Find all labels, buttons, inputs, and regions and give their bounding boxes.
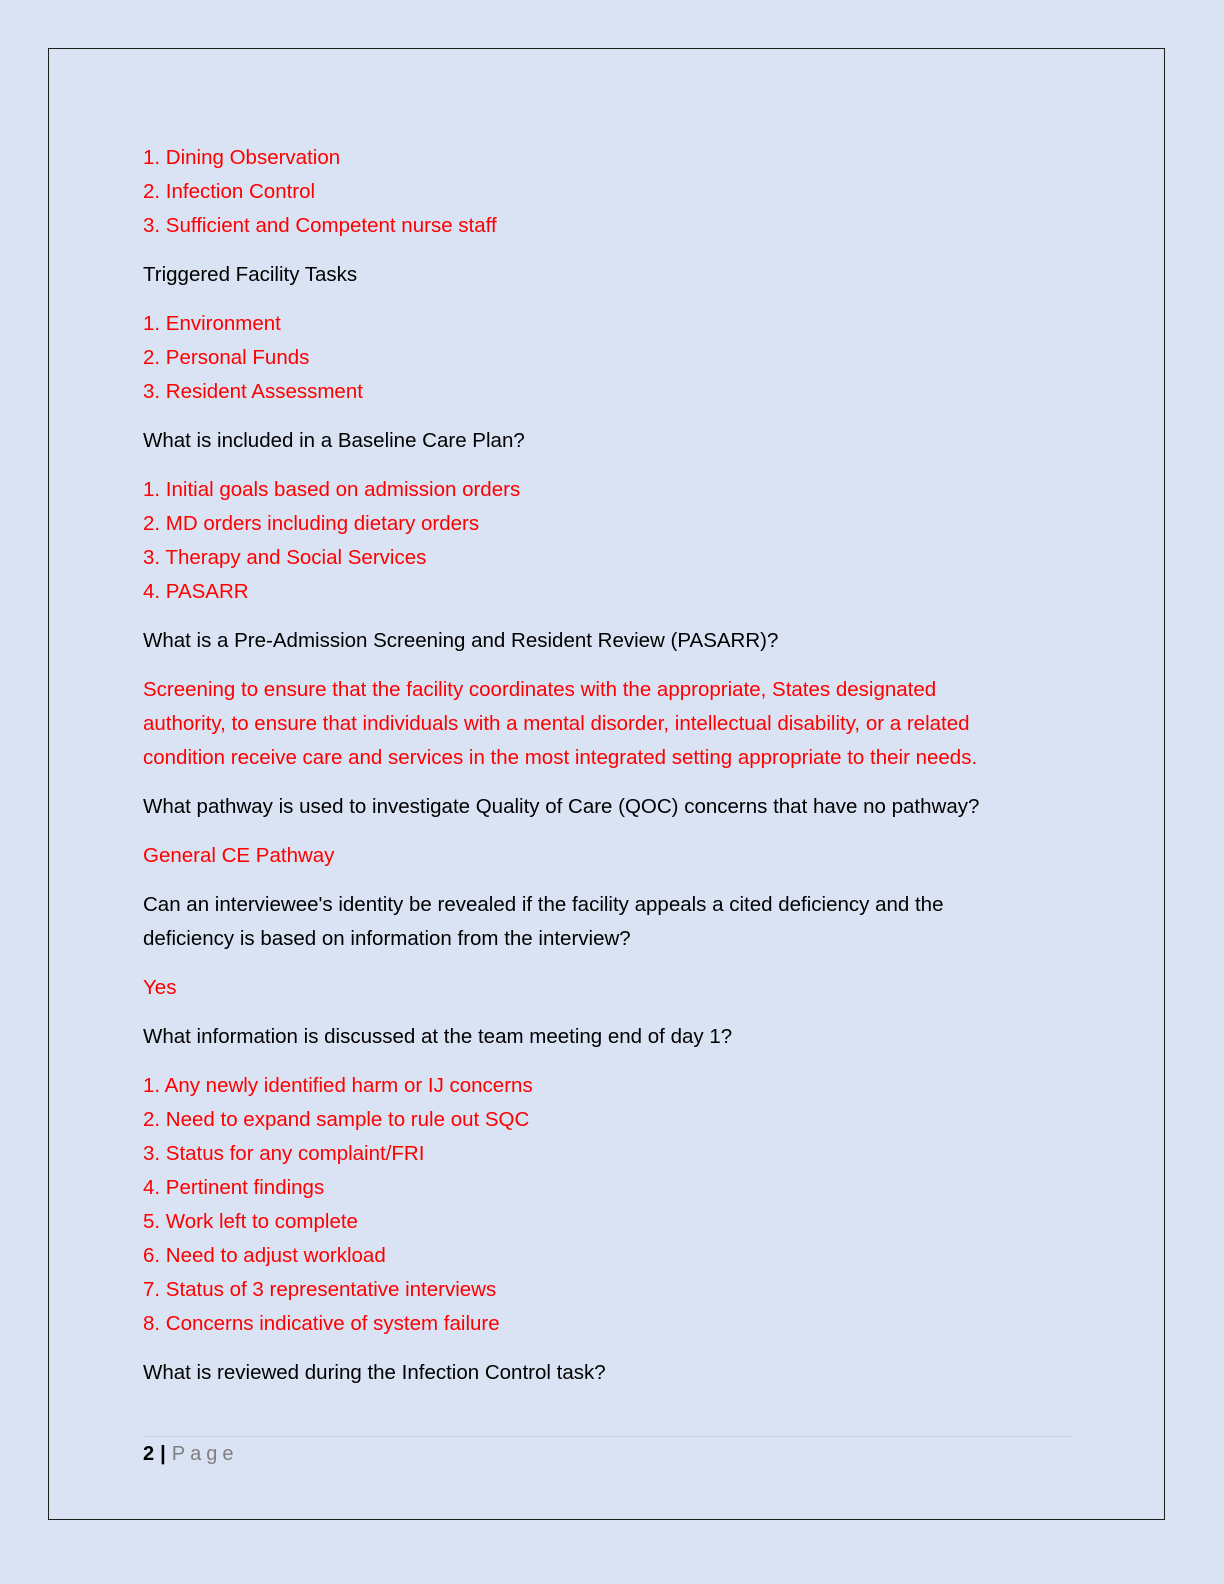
list-item: 2. Need to expand sample to rule out SQC bbox=[143, 1108, 530, 1131]
list-item: 3. Resident Assessment bbox=[143, 380, 363, 403]
list-item: 1. Initial goals based on admission orders bbox=[143, 478, 521, 501]
question-text: What is reviewed during the Infection Control task? bbox=[143, 1361, 606, 1384]
question-text: What is included in a Baseline Care Plan? bbox=[143, 429, 525, 452]
block-spacer bbox=[143, 1054, 1063, 1069]
question-block bbox=[143, 424, 1063, 458]
question-text: What is a Pre-Admission Screening and Resident Review (PASARR)? bbox=[143, 629, 779, 652]
block-spacer bbox=[143, 824, 1063, 839]
answer-text: General CE Pathway bbox=[143, 844, 335, 867]
list-item: 2. Infection Control bbox=[143, 180, 316, 203]
answer-line: condition receive care and services in the most integrated setting appropriate to their needs. bbox=[143, 746, 978, 769]
block-spacer bbox=[143, 873, 1063, 888]
footer-page-label: Page bbox=[171, 1443, 239, 1465]
answer-text: Yes bbox=[143, 976, 177, 999]
block-spacer bbox=[143, 775, 1063, 790]
question-block bbox=[143, 624, 1063, 658]
list-item: 6. Need to adjust workload bbox=[143, 1244, 386, 1267]
answer-block bbox=[143, 307, 1063, 409]
list-item: 1. Environment bbox=[143, 312, 281, 335]
question-block bbox=[143, 258, 1063, 292]
document-body bbox=[143, 141, 1063, 1390]
list-item: 5. Work left to complete bbox=[143, 1210, 358, 1233]
question-block bbox=[143, 790, 1063, 824]
answer-block bbox=[143, 473, 1063, 609]
footer-page-number: 2 bbox=[143, 1443, 155, 1465]
block-spacer bbox=[143, 1341, 1063, 1356]
block-spacer bbox=[143, 243, 1063, 258]
block-spacer bbox=[143, 1005, 1063, 1020]
list-item: 3. Therapy and Social Services bbox=[143, 546, 427, 569]
list-item: 1. Any newly identified harm or IJ concerns bbox=[143, 1074, 533, 1097]
block-spacer bbox=[143, 609, 1063, 624]
list-item: 4. PASARR bbox=[143, 580, 249, 603]
answer-block bbox=[143, 971, 1063, 1005]
question-block bbox=[143, 888, 1063, 956]
page-footer bbox=[143, 1440, 238, 1468]
footer-separator: | bbox=[160, 1443, 166, 1465]
answer-block bbox=[143, 1069, 1063, 1341]
question-text: Triggered Facility Tasks bbox=[143, 263, 358, 286]
answer-block bbox=[143, 673, 1063, 775]
list-item: 2. MD orders including dietary orders bbox=[143, 512, 480, 535]
footer-divider bbox=[143, 1436, 1073, 1437]
list-item: 3. Sufficient and Competent nurse staff bbox=[143, 214, 497, 237]
question-block bbox=[143, 1020, 1063, 1054]
list-item: 4. Pertinent findings bbox=[143, 1176, 325, 1199]
question-block bbox=[143, 1356, 1063, 1390]
list-item: 2. Personal Funds bbox=[143, 346, 310, 369]
block-spacer bbox=[143, 409, 1063, 424]
block-spacer bbox=[143, 658, 1063, 673]
question-line: Can an interviewee's identity be revealed if the facility appeals a cited deficiency and the bbox=[143, 893, 944, 916]
list-item: 3. Status for any complaint/FRI bbox=[143, 1142, 425, 1165]
question-text: What information is discussed at the team meeting end of day 1? bbox=[143, 1025, 733, 1048]
block-spacer bbox=[143, 292, 1063, 307]
block-spacer bbox=[143, 956, 1063, 971]
answer-block bbox=[143, 839, 1063, 873]
list-item: 8. Concerns indicative of system failure bbox=[143, 1312, 500, 1335]
list-item: 7. Status of 3 representative interviews bbox=[143, 1278, 497, 1301]
answer-line: authority, to ensure that individuals with a mental disorder, intellectual disability, or a related bbox=[143, 712, 970, 735]
block-spacer bbox=[143, 458, 1063, 473]
list-item: 1. Dining Observation bbox=[143, 146, 341, 169]
answer-line: Screening to ensure that the facility coordinates with the appropriate, States designated bbox=[143, 678, 937, 701]
answer-block bbox=[143, 141, 1063, 243]
question-line: deficiency is based on information from the interview? bbox=[143, 927, 631, 950]
question-text: What pathway is used to investigate Quality of Care (QOC) concerns that have no pathway? bbox=[143, 795, 980, 818]
